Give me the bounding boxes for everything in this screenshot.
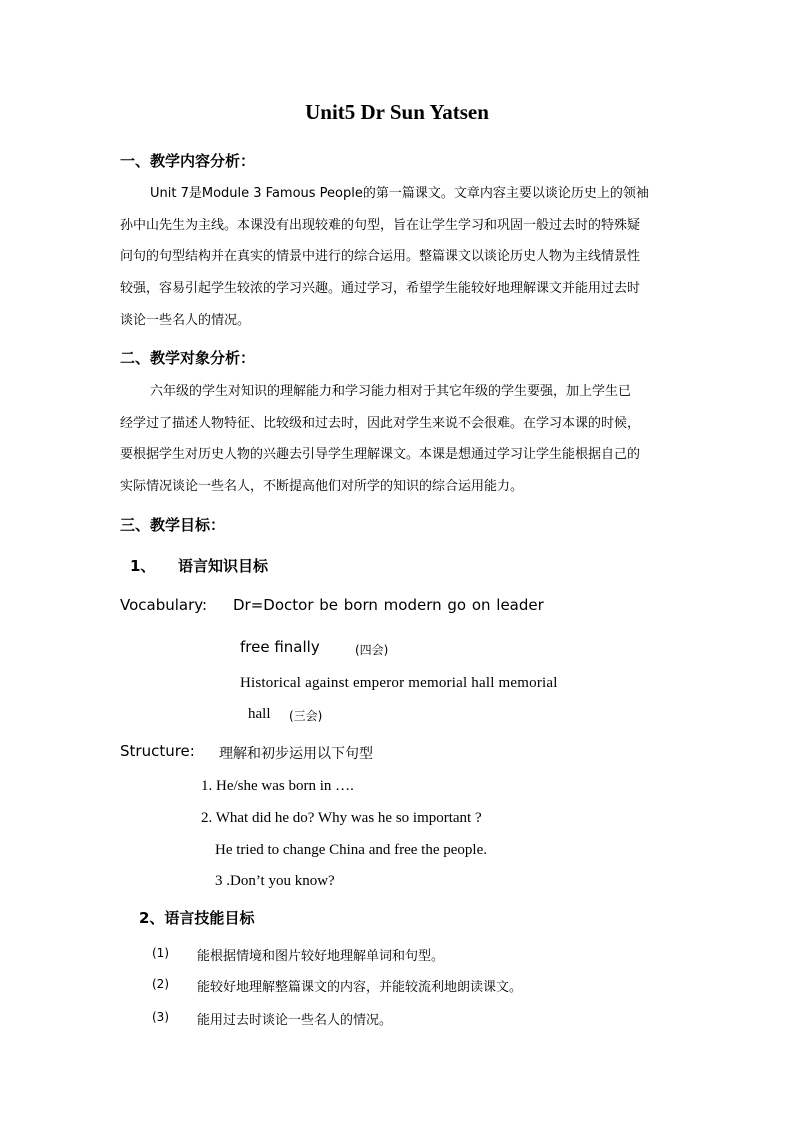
- paragraph-line: 经学过了描述人物特征、比较级和过去时，因此对学生来说不会很难。在学习本课的时候，: [120, 416, 641, 431]
- vocabulary-line: free finally: [240, 638, 320, 656]
- section-heading-teaching-goals: 三、教学目标：: [120, 516, 226, 534]
- paragraph-line: 要根据学生对历史人物的兴趣去引导学生理解课文。本课是想通过学习让学生能根据自己的: [120, 447, 641, 462]
- subsection-title-language-skills: 2、语言技能目标: [139, 909, 255, 927]
- paragraph-line: Unit 7是Module 3 Famous People的第一篇课文。文章内容主要以谈论历史上的领袖: [150, 186, 649, 201]
- paragraph-line: 六年级的学生对知识的理解能力和学习能力相对于其它年级的学生要强，加上学生已: [150, 384, 632, 399]
- paragraph-line: 实际情况谈论一些名人，不断提高他们对所学的知识的综合运用能力。: [120, 479, 524, 494]
- paragraph-line: 谈论一些名人的情况。: [120, 313, 251, 328]
- skill-text: 能用过去时谈论一些名人的情况。: [197, 1013, 393, 1028]
- skill-number: (2): [152, 977, 169, 991]
- skill-text: 能较好地理解整篇课文的内容，并能较流利地朗读课文。: [197, 980, 523, 995]
- vocabulary-line: Dr=Doctor be born modern go on leader: [233, 596, 544, 614]
- paragraph-line: 较强，容易引起学生较浓的学习兴趣。通过学习，希望学生能较好地理解课文并能用过去时: [120, 281, 641, 296]
- section-heading-content-analysis: 一、教学内容分析：: [120, 152, 256, 170]
- vocabulary-level-note: (四会): [355, 643, 389, 657]
- structure-sentence: 1. He/she was born in ….: [201, 778, 354, 794]
- structure-sentence: 3 .Don’t you know?: [215, 873, 335, 889]
- structure-label: Structure:: [120, 742, 195, 760]
- vocabulary-label: Vocabulary:: [120, 596, 208, 614]
- paragraph-line: 问句的句型结构并在真实的情景中进行的综合运用。整篇课文以谈论历史人物为主线情景性: [120, 249, 641, 264]
- structure-description: 理解和初步运用以下句型: [219, 746, 373, 762]
- vocabulary-line: Historical against emperor memorial hall memorial: [240, 675, 558, 691]
- page-title: Unit5 Dr Sun Yatsen: [305, 100, 489, 124]
- structure-sentence: He tried to change China and free the people.: [215, 842, 487, 858]
- skill-number: (1): [152, 946, 169, 960]
- vocabulary-level-note: (三会): [289, 709, 323, 723]
- skill-number: (3): [152, 1010, 169, 1024]
- skill-text: 能根据情境和图片较好地理解单词和句型。: [197, 949, 445, 964]
- section-heading-student-analysis: 二、教学对象分析：: [120, 349, 256, 367]
- paragraph-line: 孙中山先生为主线。本课没有出现较难的句型，旨在让学生学习和巩固一般过去时的特殊疑: [120, 218, 641, 233]
- subsection-title-language-knowledge: 语言知识目标: [178, 557, 269, 575]
- subsection-number: 1、: [130, 557, 156, 575]
- vocabulary-line: hall: [248, 706, 271, 722]
- structure-sentence: 2. What did he do? Why was he so important ?: [201, 810, 482, 826]
